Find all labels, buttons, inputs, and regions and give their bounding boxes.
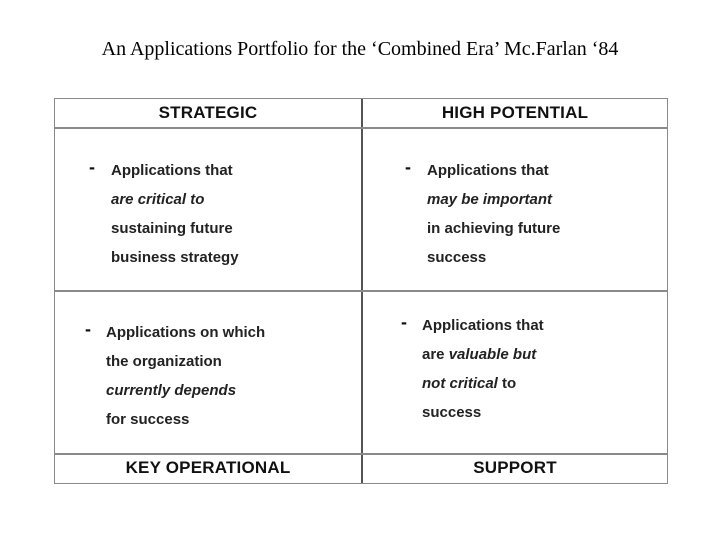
- key-operational-line-2: the organization: [106, 353, 222, 370]
- support-line-3: not critical to: [422, 375, 517, 392]
- footer-divider: [55, 453, 667, 455]
- strategic-line-2: are critical to: [111, 191, 205, 208]
- high-potential-line-1: Applications that: [427, 162, 549, 179]
- bullet-dash: -: [405, 157, 411, 177]
- key-operational-line-4: for success: [106, 411, 190, 428]
- high-potential-line-2: may be important: [427, 191, 553, 208]
- high-potential-description: [427, 156, 560, 272]
- header-high-potential: HIGH POTENTIAL: [441, 103, 589, 122]
- header-key-operational: KEY OPERATIONAL: [125, 458, 291, 477]
- high-potential-line-4: success: [427, 249, 487, 266]
- support-line-1: Applications that: [422, 317, 544, 334]
- support-description: [422, 311, 544, 427]
- bullet-dash: -: [89, 157, 95, 177]
- bullet-dash: -: [85, 319, 91, 339]
- bullet-dash: -: [401, 312, 407, 332]
- strategic-line-4: business strategy: [111, 249, 239, 266]
- key-operational-description: [106, 318, 265, 434]
- portfolio-matrix: [54, 98, 668, 484]
- header-divider: [55, 127, 667, 129]
- key-operational-line-1: Applications on which: [106, 324, 266, 341]
- header-support: SUPPORT: [473, 458, 557, 477]
- header-strategic: STRATEGIC: [158, 103, 258, 122]
- support-line-4: success: [422, 404, 482, 421]
- slide-title: An Applications Portfolio for the ‘Combined Era’ Mc.Farlan ‘84: [101, 38, 619, 60]
- high-potential-line-3: in achieving future: [427, 220, 561, 237]
- middle-divider: [55, 290, 667, 292]
- strategic-line-3: sustaining future: [111, 220, 233, 237]
- strategic-description: [111, 156, 239, 272]
- strategic-line-1: Applications that: [111, 162, 233, 179]
- support-line-2: are valuable but: [422, 346, 537, 363]
- key-operational-line-3: currently depends: [106, 382, 237, 399]
